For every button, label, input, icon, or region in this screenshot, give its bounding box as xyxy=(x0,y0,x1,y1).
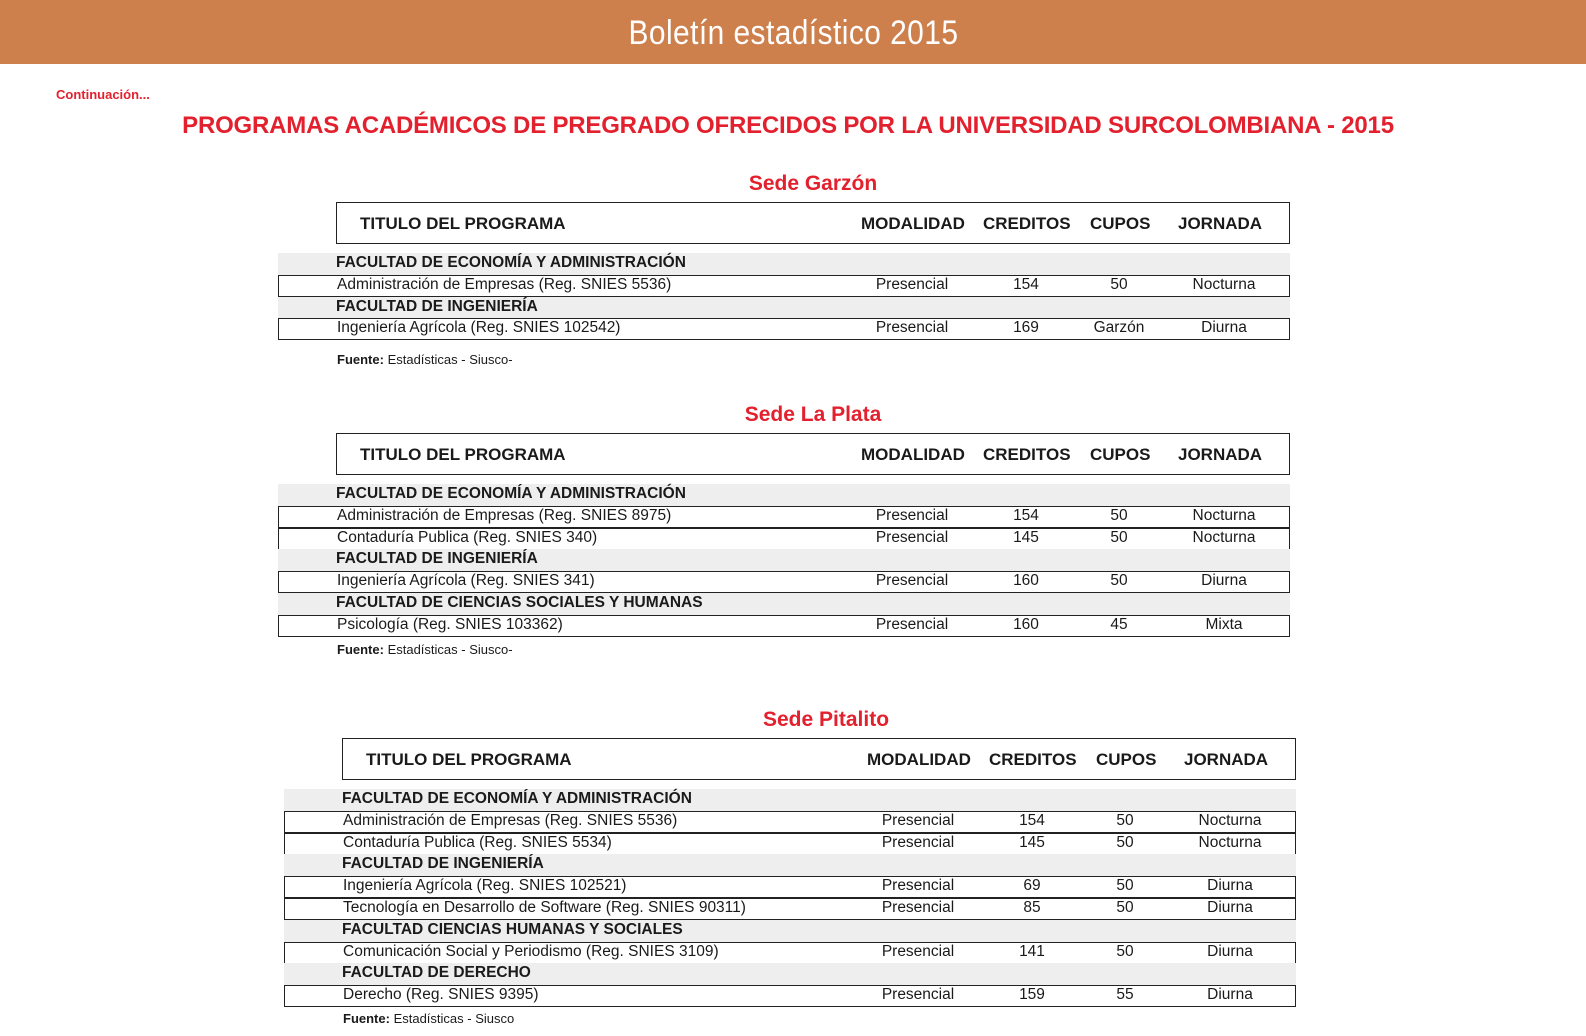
cell-jornada: Diurna xyxy=(1201,319,1247,336)
faculty-row xyxy=(278,593,1290,615)
cell-cupos: 50 xyxy=(1110,572,1128,589)
faculty-row xyxy=(278,297,1290,319)
cell-creditos: 154 xyxy=(1019,812,1045,829)
cell-jornada: Diurna xyxy=(1201,572,1247,589)
faculty-row xyxy=(278,549,1290,571)
faculty-row xyxy=(278,253,1290,275)
cell-titulo: Contaduría Publica (Reg. SNIES 5534) xyxy=(343,834,612,851)
cell-titulo: Derecho (Reg. SNIES 9395) xyxy=(343,986,539,1003)
table-row xyxy=(278,318,1290,340)
table-header xyxy=(342,738,1296,780)
cell-titulo: Ingeniería Agrícola (Reg. SNIES 102521) xyxy=(343,877,627,894)
cell-modalidad: Presencial xyxy=(881,899,955,916)
table-row xyxy=(278,571,1290,593)
cell-modalidad: Presencial xyxy=(875,529,949,546)
cell-creditos: 160 xyxy=(1013,572,1039,589)
source-label: Fuente: xyxy=(337,642,384,657)
faculty-label: FACULTAD DE DERECHO xyxy=(342,964,531,981)
cell-creditos: 85 xyxy=(1023,899,1041,916)
table-row xyxy=(284,985,1296,1007)
column-header-cupos: CUPOS xyxy=(1096,750,1157,769)
cell-modalidad: Presencial xyxy=(881,834,955,851)
cell-creditos: 169 xyxy=(1013,319,1039,336)
column-header-modalidad: MODALIDAD xyxy=(861,445,965,464)
cell-jornada: Nocturna xyxy=(1198,834,1262,851)
cell-modalidad: Presencial xyxy=(875,572,949,589)
cell-modalidad: Presencial xyxy=(875,616,949,633)
sede-title: Sede La Plata xyxy=(744,403,882,426)
table-row xyxy=(278,275,1290,297)
source-text: Estadísticas - Siusco- xyxy=(383,352,513,367)
column-header-titulo: TITULO DEL PROGRAMA xyxy=(366,750,572,769)
continuation-label: Continuación... xyxy=(56,87,150,102)
cell-cupos: 50 xyxy=(1110,276,1128,293)
table-row xyxy=(284,811,1296,833)
cell-titulo: Administración de Empresas (Reg. SNIES 5536) xyxy=(337,276,672,293)
column-header-creditos: CREDITOS xyxy=(989,750,1077,769)
cell-modalidad: Presencial xyxy=(881,812,955,829)
cell-creditos: 145 xyxy=(1013,529,1039,546)
column-header-modalidad: MODALIDAD xyxy=(867,750,971,769)
column-header-jornada: JORNADA xyxy=(1178,214,1263,233)
faculty-label: FACULTAD DE ECONOMÍA Y ADMINISTRACIÓN xyxy=(336,485,686,502)
cell-cupos: 45 xyxy=(1110,616,1128,633)
column-header-creditos: CREDITOS xyxy=(983,445,1071,464)
cell-titulo: Psicología (Reg. SNIES 103362) xyxy=(337,616,563,633)
table-header xyxy=(336,433,1290,475)
cell-cupos: 50 xyxy=(1116,877,1134,894)
faculty-label: FACULTAD DE INGENIERÍA xyxy=(336,550,538,567)
cell-titulo: Administración de Empresas (Reg. SNIES 8975) xyxy=(337,507,672,524)
faculty-label: FACULTAD DE ECONOMÍA Y ADMINISTRACIÓN xyxy=(336,254,686,271)
table-row xyxy=(284,833,1296,855)
cell-jornada: Diurna xyxy=(1207,943,1253,960)
source-text: Estadísticas - Siusco xyxy=(389,1011,515,1026)
banner-title: Boletín estadístico 2015 xyxy=(628,13,958,52)
cell-creditos: 154 xyxy=(1013,507,1039,524)
cell-cupos: 50 xyxy=(1110,507,1128,524)
table-row xyxy=(278,528,1290,550)
faculty-row xyxy=(284,963,1296,985)
cell-creditos: 141 xyxy=(1019,943,1045,960)
faculty-label: FACULTAD DE CIENCIAS SOCIALES Y HUMANAS xyxy=(336,594,703,611)
cell-cupos: Garzón xyxy=(1093,319,1145,336)
faculty-label: FACULTAD DE ECONOMÍA Y ADMINISTRACIÓN xyxy=(342,790,692,807)
cell-modalidad: Presencial xyxy=(875,507,949,524)
cell-creditos: 160 xyxy=(1013,616,1039,633)
cell-jornada: Diurna xyxy=(1207,986,1253,1003)
table-row xyxy=(284,898,1296,920)
header-banner xyxy=(0,0,1586,64)
cell-titulo: Administración de Empresas (Reg. SNIES 5536) xyxy=(343,812,678,829)
cell-titulo: Comunicación Social y Periodismo (Reg. SNIES 3109) xyxy=(343,943,719,960)
cell-titulo: Tecnología en Desarrollo de Software (Reg. SNIES 90311) xyxy=(343,899,746,916)
faculty-label: FACULTAD CIENCIAS HUMANAS Y SOCIALES xyxy=(342,921,683,938)
table-row xyxy=(278,615,1290,637)
cell-jornada: Diurna xyxy=(1207,899,1253,916)
table-row xyxy=(284,942,1296,964)
column-header-modalidad: MODALIDAD xyxy=(861,214,965,233)
table-row xyxy=(278,506,1290,528)
cell-creditos: 69 xyxy=(1023,877,1041,894)
faculty-row xyxy=(278,484,1290,506)
table-row xyxy=(284,876,1296,898)
column-header-jornada: JORNADA xyxy=(1178,445,1263,464)
cell-cupos: 50 xyxy=(1116,899,1134,916)
faculty-row xyxy=(284,854,1296,876)
cell-modalidad: Presencial xyxy=(881,877,955,894)
cell-modalidad: Presencial xyxy=(875,276,949,293)
source-note xyxy=(337,352,513,367)
cell-modalidad: Presencial xyxy=(881,943,955,960)
page-title: PROGRAMAS ACADÉMICOS DE PREGRADO OFRECIDOS POR LA UNIVERSIDAD SURCOLOMBIANA - 2015 xyxy=(182,112,1394,139)
table-header xyxy=(336,202,1290,244)
source-note xyxy=(343,1011,514,1026)
cell-cupos: 50 xyxy=(1110,529,1128,546)
cell-jornada: Nocturna xyxy=(1192,507,1256,524)
cell-creditos: 159 xyxy=(1019,986,1045,1003)
cell-jornada: Mixta xyxy=(1205,616,1243,633)
cell-modalidad: Presencial xyxy=(875,319,949,336)
cell-cupos: 50 xyxy=(1116,943,1134,960)
column-header-titulo: TITULO DEL PROGRAMA xyxy=(360,214,566,233)
sede-title: Sede Garzón xyxy=(748,172,878,195)
cell-jornada: Nocturna xyxy=(1198,812,1262,829)
cell-jornada: Nocturna xyxy=(1192,529,1256,546)
column-header-creditos: CREDITOS xyxy=(983,214,1071,233)
source-note xyxy=(337,642,513,657)
column-header-titulo: TITULO DEL PROGRAMA xyxy=(360,445,566,464)
cell-titulo: Ingeniería Agrícola (Reg. SNIES 341) xyxy=(337,572,595,589)
cell-cupos: 50 xyxy=(1116,834,1134,851)
cell-cupos: 50 xyxy=(1116,812,1134,829)
cell-modalidad: Presencial xyxy=(881,986,955,1003)
column-header-cupos: CUPOS xyxy=(1090,445,1151,464)
source-text: Estadísticas - Siusco- xyxy=(383,642,513,657)
cell-jornada: Diurna xyxy=(1207,877,1253,894)
faculty-label: FACULTAD DE INGENIERÍA xyxy=(336,298,538,315)
sede-title: Sede Pitalito xyxy=(762,708,890,731)
source-label: Fuente: xyxy=(337,352,384,367)
faculty-row xyxy=(284,920,1296,942)
source-label: Fuente: xyxy=(343,1011,390,1026)
faculty-label: FACULTAD DE INGENIERÍA xyxy=(342,855,544,872)
cell-cupos: 55 xyxy=(1116,986,1134,1003)
column-header-jornada: JORNADA xyxy=(1184,750,1269,769)
faculty-row xyxy=(284,789,1296,811)
column-header-cupos: CUPOS xyxy=(1090,214,1151,233)
cell-titulo: Ingeniería Agrícola (Reg. SNIES 102542) xyxy=(337,319,621,336)
cell-jornada: Nocturna xyxy=(1192,276,1256,293)
cell-creditos: 145 xyxy=(1019,834,1045,851)
cell-titulo: Contaduría Publica (Reg. SNIES 340) xyxy=(337,529,598,546)
cell-creditos: 154 xyxy=(1013,276,1039,293)
